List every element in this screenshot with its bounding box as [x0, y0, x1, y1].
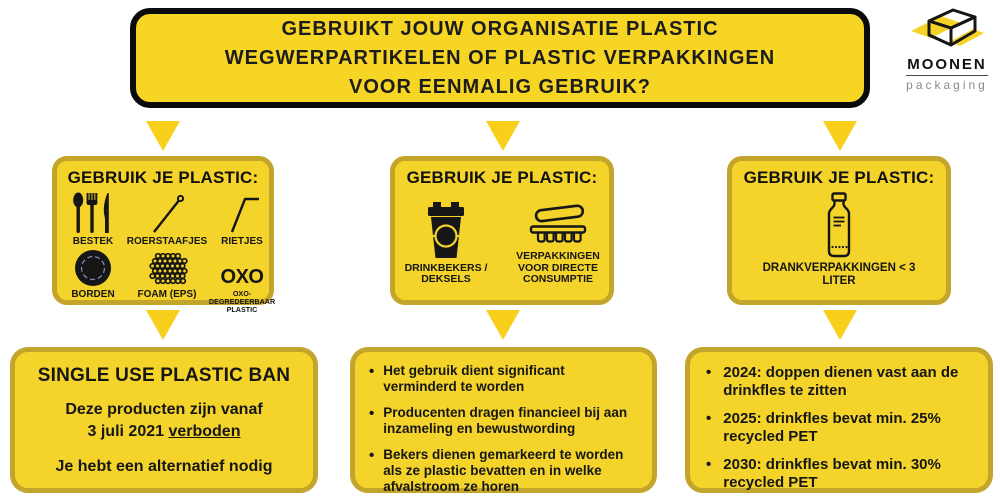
bullet-item [367, 405, 646, 437]
down-arrow-icon [486, 310, 520, 340]
bullet-icon: • [369, 405, 375, 422]
item-roerstaafjes [123, 190, 211, 247]
item-foam [123, 247, 211, 314]
bullet-item [704, 410, 982, 446]
result-box-ban [10, 347, 318, 493]
cup-lid-icon [423, 198, 469, 260]
question-box-header: GEBRUIK JE PLASTIC: [743, 168, 935, 187]
item-label: BORDEN [71, 289, 115, 300]
plate-icon [74, 247, 112, 287]
down-arrow-icon [146, 121, 180, 151]
bullet-text: Bekers dienen gemarkeerd te worden als ze plastic bevatten en in welke afvalstroom ze horen [383, 447, 624, 494]
item-label: RIETJES [221, 236, 263, 247]
down-arrow-icon [823, 121, 857, 151]
item-verpakkingen [507, 194, 609, 286]
item-label: OXO-DEGREDEERBAAR PLASTIC [208, 289, 276, 314]
item-label: BESTEK [72, 236, 114, 247]
bullet-text: 2025: drinkfles bevat min. 25% recycled PET [723, 410, 941, 445]
item-label: DRINKBEKERS / DEKSELS [404, 261, 488, 285]
title-banner [130, 8, 870, 108]
stirrer-icon [147, 190, 187, 234]
item-drinkbekers [395, 198, 497, 286]
down-arrow-icon [823, 310, 857, 340]
foam-icon [147, 247, 188, 287]
ban-line-2-underlined: verboden [168, 423, 241, 440]
title-line-2: WEGWERPARTIKELEN OF PLASTIC VERPAKKINGEN [224, 46, 776, 69]
bullet-text: 2030: drinkfles bevat min. 30% recycled PET [723, 456, 941, 491]
oxo-logo-text: OXO [220, 266, 264, 288]
bullet-icon: • [706, 364, 712, 381]
bullet-icon: • [706, 456, 712, 473]
item-oxo [208, 247, 276, 314]
result-box-deadlines [685, 347, 993, 493]
question-box-disposables [52, 156, 276, 314]
bullet-text: Het gebruik dient significant verminderd te worden [383, 363, 565, 394]
straw-icon [222, 190, 262, 234]
bullet-text: Producenten dragen financieel bij aan inzameling en bewustwording [383, 405, 628, 436]
logo-name: MOONEN [906, 56, 988, 76]
bullet-icon: • [369, 447, 375, 464]
ban-line-3: Je hebt een alternatief nodig [55, 458, 273, 475]
moonen-logo [898, 4, 996, 92]
ban-line-2-prefix: 3 juli 2021 [87, 423, 169, 440]
oxo-icon [221, 247, 264, 287]
item-bestek [63, 190, 123, 247]
bullet-item [704, 364, 982, 400]
item-label: DRANKVERPAKKINGEN < 3 LITER [762, 262, 916, 287]
title-line-1: GEBRUIKT JOUW ORGANISATIE PLASTIC [281, 17, 719, 40]
ban-heading: SINGLE USE PLASTIC BAN [37, 365, 291, 386]
bullet-text: 2024: doppen dienen vast aan de drinkfles te zitten [723, 364, 959, 399]
item-borden [63, 247, 123, 314]
down-arrow-icon [486, 121, 520, 151]
down-arrow-icon [146, 310, 180, 340]
item-rietjes [211, 190, 273, 247]
bottle-icon [816, 190, 862, 258]
ban-line-1: Deze producten zijn vanaf [65, 401, 263, 418]
item-label: ROERSTAAFJES [126, 236, 208, 247]
question-box-header: GEBRUIK JE PLASTIC: [406, 168, 598, 187]
title-line-3: VOOR EENMALIG GEBRUIK? [348, 75, 651, 98]
item-label: VERPAKKINGEN VOOR DIRECTE CONSUMPTIE [516, 250, 600, 285]
result-box-rules [350, 347, 657, 493]
bullet-item [367, 447, 646, 495]
bullet-icon: • [369, 363, 375, 380]
cutlery-icon [71, 190, 115, 234]
question-box-header: GEBRUIK JE PLASTIC: [67, 168, 259, 187]
question-box-cups-packaging [390, 156, 614, 305]
food-container-icon [525, 194, 591, 248]
ban-line-2 [15, 421, 313, 443]
packaging-box-icon [898, 4, 996, 56]
bullet-item [367, 363, 646, 395]
bullet-icon: • [706, 410, 712, 427]
bullet-item [704, 456, 982, 492]
question-box-bottles [727, 156, 951, 305]
item-label: FOAM (EPS) [137, 289, 197, 300]
logo-subtitle: packaging [906, 78, 988, 92]
